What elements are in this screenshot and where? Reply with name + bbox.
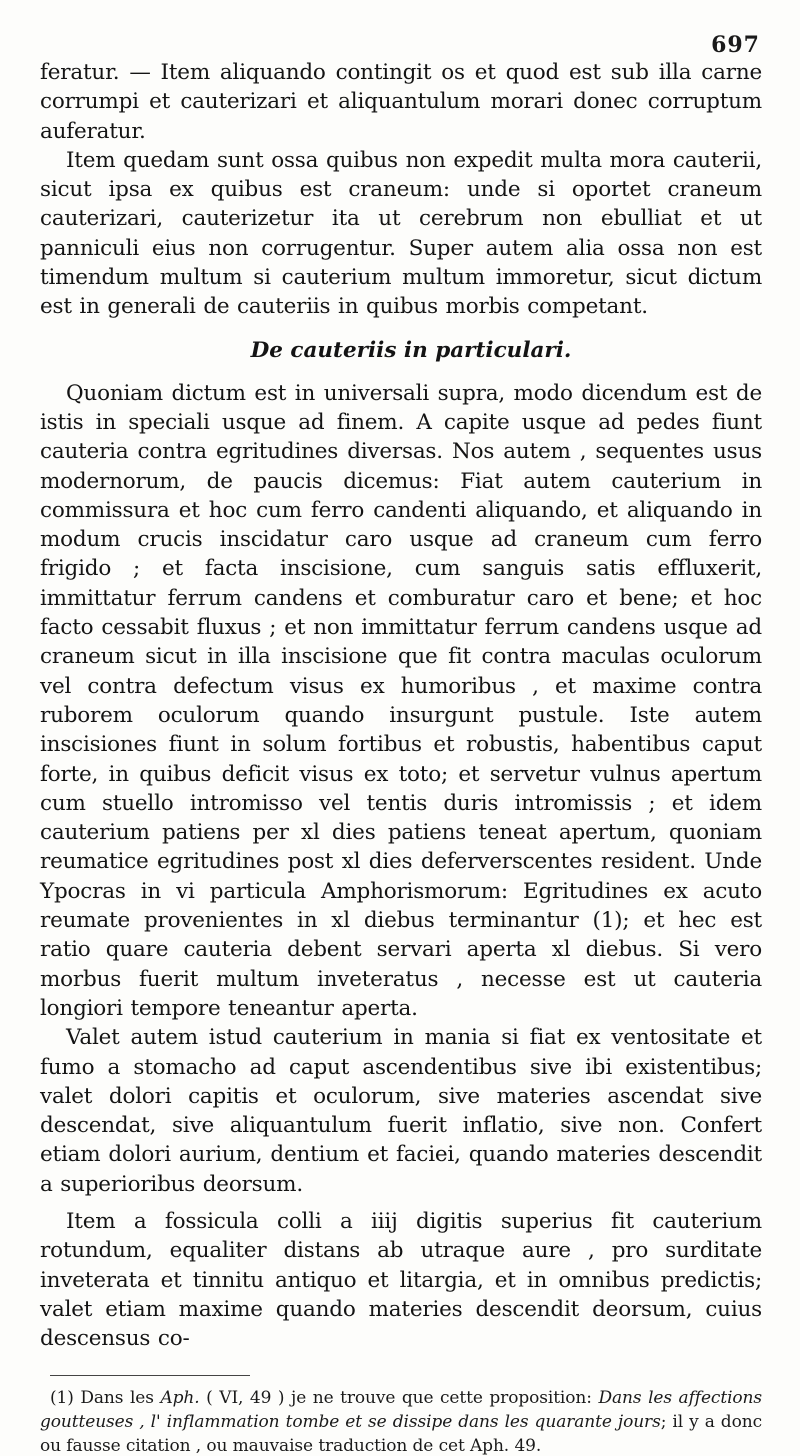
- footnote-text-4: 49.: [514, 1436, 542, 1456]
- footnote: [40, 1386, 762, 1456]
- page-number: 697: [711, 32, 760, 58]
- footnote-text-3: ; il y a donc ou fausse citation , ou mauvaise traduction de cet: [40, 1412, 762, 1456]
- footnote-text-2: ( VI, 49 ) je ne trouve que cette proposition:: [206, 1388, 592, 1409]
- paragraph-4: Valet autem istud cauterium in mania si fiat ex ventositate et fumo a stomacho ad caput ascendentibus sive ibi existentibus; valet dolori capitis et oculorum, sive materies ascendat sive descendat, sive aliquantulum fuerit inflatio, sive non. Confert etiam dolori aurium, dentium et faciei, quando materies descendit a superioribus deorsum.: [40, 1025, 762, 1197]
- footnote-rule: [50, 1375, 250, 1376]
- footnote-marker: (1): [50, 1388, 74, 1409]
- footnote-ref-1: Aph.: [160, 1388, 200, 1409]
- section-heading: De cauteriis in particulari.: [250, 337, 572, 363]
- paragraph-2: Item quedam sunt ossa quibus non expedit multa mora cauterii, sicut ipsa ex quibus est craneum: unde si oportet craneum cauterizari, cauterizetur ita ut cerebrum non ebulliat et ut panniculi eius non corrugentur. Super autem alia ossa non est timendum multum si cauterium multum immoretur, sicut dictum est in generali de cauteriis in quibus morbis competant.: [40, 147, 762, 320]
- footnote-ref-2: Aph.: [470, 1436, 510, 1456]
- footnote-quote: Dans les affections goutteuses , l' inflammation tombe et se dissipe dans les quarante jours: [40, 1388, 763, 1433]
- paragraph-5: Item a fossicula colli a iiij digitis superius fit cauterium rotundum, equaliter distans ab utraque aure , pro surditate inveterata et tinnitu antiquo et litargia, et in omnibus predictis; valet etiam maxime quando materies descendit deorsum, cuius descensus co-: [40, 1208, 762, 1352]
- paragraph-1: feratur. — Item aliquando contingit os et quod est sub illa carne corrumpi et cauterizari et aliquantulum morari donec corruptum auferatur.: [40, 60, 762, 144]
- main-text: [40, 58, 762, 1456]
- paragraph-3: Quoniam dictum est in universali supra, modo dicendum est de istis in speciali usque ad finem. A capite usque ad pedes fiunt cauteria contra egritudines diversas. Nos autem , sequentes usus modernorum, de paucis dicemus: Fiat autem cauterium in commissura et hoc cum ferro candenti aliquando, et aliquando in modum crucis inscidatur caro usque ad craneum cum ferro frigido ; et facta inscisione, cum sanguis satis effluxerit, immittatur ferrum candens et comburatur caro et bene; et hoc facto cessabit fluxus ; et non immittatur ferrum candens usque ad craneum sicut in illa inscisione que fit contra maculas oculorum vel contra defectum visus ex humoribus , et maxime contra ruborem oculorum quando insurgunt pustule. Iste autem inscisiones fiunt in solum fortibus et robustis, habentibus caput forte, in quibus deficit visus ex toto; et servetur vulnus apertum cum stuello intromisso vel tentis duris intromissis ; et idem cauterium patiens per xl dies patiens teneat apertum, quoniam reumatice egritudines post xl dies deferverscentes resident. Unde Ypocras in vi particula Amphorismorum: Egritudines ex acuto reumate provenientes in xl diebus terminantur (1); et hec est ratio quare cauteria debent servari aperta xl diebus. Si vero morbus fuerit multum inveteratus , necesse est ut cauteria longiori tempore teneantur aperta.: [40, 380, 762, 1021]
- footnote-text-1: Dans les: [80, 1388, 154, 1409]
